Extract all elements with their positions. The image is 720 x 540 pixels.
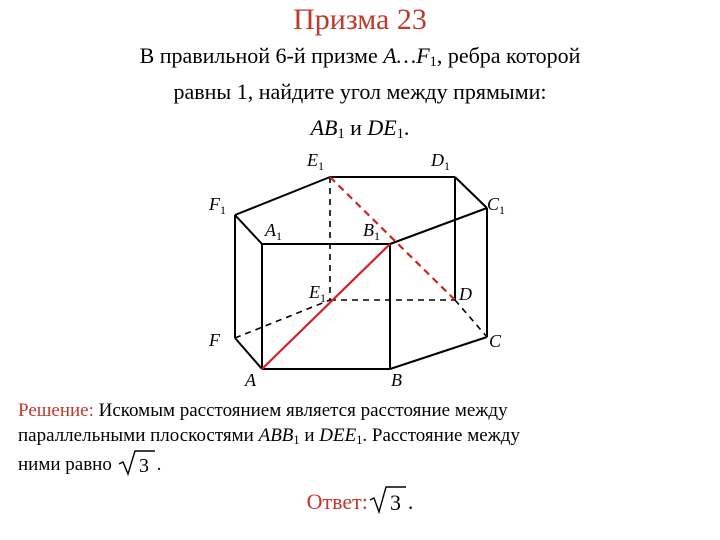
prism-name: $A\dots F_1$ xyxy=(383,43,437,70)
problem-line-2: равны 1, найдите угол между прямыми: xyxy=(173,79,547,104)
sqrt-value xyxy=(117,448,157,477)
edge-c1-b1 xyxy=(390,208,487,244)
radical-sign-icon xyxy=(117,448,157,476)
plane-abb1: $ABB_1$ xyxy=(258,425,300,447)
label-b: B xyxy=(391,370,402,390)
solution-line-2: параллельными плоскостями $ABB_1$ и $DEE_1$. Расстояние между xyxy=(18,425,520,447)
label-d: D xyxy=(459,284,472,304)
edge-f-a xyxy=(235,338,262,369)
answer-label: Ответ: xyxy=(306,489,368,514)
label-e: $E_1$ xyxy=(309,282,326,305)
line-de1: $DE_1$ xyxy=(367,115,404,142)
line-ab1-segment xyxy=(262,244,390,369)
answer: Ответ: 3 . xyxy=(0,483,720,517)
plane-dee1: $DEE_1$ xyxy=(319,425,363,447)
hidden-edge-f-e xyxy=(235,300,330,338)
radical-sign-icon xyxy=(368,483,408,515)
edge-d1-c1 xyxy=(455,177,487,208)
solution-label: Решение: xyxy=(18,400,94,421)
solution-line-3: ними равно 3 . xyxy=(18,448,708,477)
answer-value xyxy=(368,483,408,517)
label-a: A xyxy=(245,370,256,390)
svg-text:3: 3 xyxy=(389,490,401,515)
label-b1: $B_1$ xyxy=(363,220,380,243)
solution-block xyxy=(18,398,708,477)
edge-f1-e1 xyxy=(235,177,330,215)
label-e1: $E_1$ xyxy=(307,150,324,173)
label-c: C xyxy=(489,331,502,351)
edge-a1-f1 xyxy=(235,215,262,244)
label-a1: $A_1$ xyxy=(265,220,282,243)
label-d1: $D_1$ xyxy=(431,150,450,173)
slide-title: Призма 23 xyxy=(293,3,427,36)
hidden-edge-d-c xyxy=(455,300,487,337)
edge-b-c xyxy=(390,337,487,369)
prism-figure xyxy=(195,140,515,390)
svg-text:3: 3 xyxy=(138,455,149,476)
problem-line-1: В правильной 6-й призме $A\dots F_1$, ребра которой xyxy=(139,43,581,70)
problem-line-3: $AB_1$ и $DE_1$. xyxy=(310,115,410,142)
label-f1: $F_1$ xyxy=(209,194,226,217)
label-c1: $C_1$ xyxy=(487,194,506,217)
line-ab1: $AB_1$ xyxy=(310,115,345,142)
label-f: F xyxy=(209,330,220,350)
line-de1-segment xyxy=(330,177,455,300)
solution-line-1: Решение: Искомым расстоянием является расстояние между xyxy=(18,400,508,421)
problem-statement xyxy=(40,38,680,146)
